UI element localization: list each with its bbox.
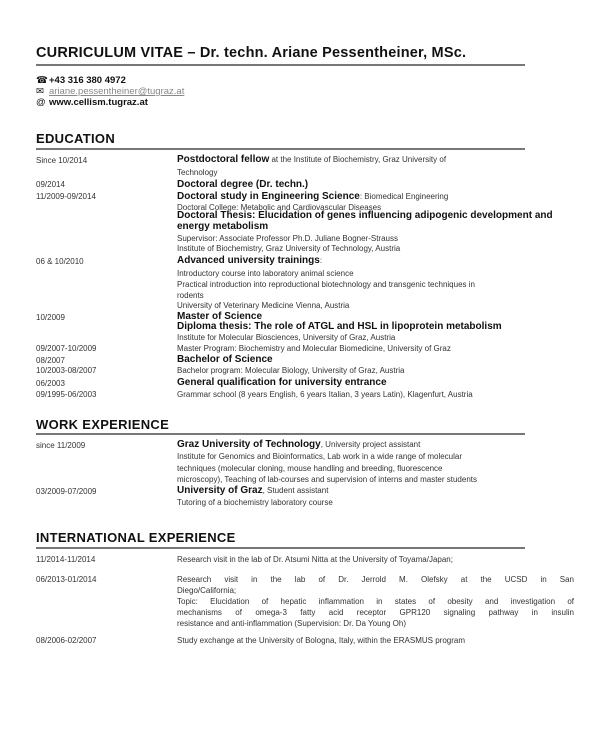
entry-line: Tutoring of a biochemistry laboratory course bbox=[177, 498, 333, 507]
entry-line: University of Veterinary Medicine Vienna, Austria bbox=[177, 301, 350, 310]
entry-title: General qualification for university entrance bbox=[177, 377, 387, 388]
entry-title: Doctoral study in Engineering Science bbox=[177, 191, 360, 202]
international-divider bbox=[36, 547, 525, 549]
work-divider bbox=[36, 433, 525, 435]
date: 11/2014-11/2014 bbox=[36, 555, 96, 564]
website-link[interactable]: www.cellism.tugraz.at bbox=[49, 97, 148, 108]
entry-title: Postdoctoral fellow bbox=[177, 154, 270, 165]
entry-line: rodents bbox=[177, 291, 204, 300]
entry-text: : Biomedical Engineering bbox=[359, 192, 449, 201]
international-heading: INTERNATIONAL EXPERIENCE bbox=[36, 530, 236, 545]
phone-line bbox=[36, 76, 126, 86]
work-heading: WORK EXPERIENCE bbox=[36, 417, 170, 432]
date: 09/2014 bbox=[36, 180, 65, 189]
entry-line: Doctoral College: Metabolic and Cardiovascular Diseases bbox=[177, 203, 382, 212]
email-line bbox=[36, 87, 184, 97]
cv-title: CURRICULUM VITAE – Dr. techn. Ariane Pessentheiner, MSc. bbox=[36, 45, 467, 61]
entry-title: Advanced university trainings bbox=[177, 255, 320, 266]
date: 09/2007-10/2009 bbox=[36, 344, 97, 353]
entry-line: Introductory course into laboratory animal science bbox=[177, 269, 354, 278]
entry-line bbox=[177, 155, 446, 165]
date: 11/2009-09/2014 bbox=[36, 192, 96, 201]
phone-number: +43 316 380 4972 bbox=[49, 75, 126, 86]
entry-line: Study exchange at the University of Bologna, Italy, within the ERASMUS program bbox=[177, 636, 465, 645]
date: 10/2009 bbox=[36, 313, 65, 322]
entry-line: Topic: Elucidation of hepatic inflammation in states of obesity and investigation of bbox=[177, 597, 574, 606]
date: 03/2009-07/2009 bbox=[36, 487, 97, 496]
entry-line: Practical introduction into reproductional biotechnology and transgenic techniques in bbox=[177, 280, 475, 289]
entry-text: , University project assistant bbox=[320, 440, 421, 449]
date: 06 & 10/2010 bbox=[36, 257, 84, 266]
entry-line: Diego/California; bbox=[177, 586, 237, 595]
entry-line: Institute for Genomics and Bioinformatics, Lab work in a wide range of molecular bbox=[177, 452, 463, 461]
date: 10/2003-08/2007 bbox=[36, 366, 97, 375]
entry-line bbox=[177, 440, 420, 450]
web-line bbox=[36, 98, 148, 108]
date: 08/2006-02/2007 bbox=[36, 636, 97, 645]
date: 09/1995-06/2003 bbox=[36, 390, 97, 399]
entry-line: techniques (molecular cloning, mouse handling and breeding, fluorescence bbox=[177, 464, 443, 473]
entry-line: Bachelor program: Molecular Biology, University of Graz, Austria bbox=[177, 366, 405, 375]
entry-line: Institute for Molecular Biosciences, University of Graz, Austria bbox=[177, 333, 396, 342]
entry-title: Graz University of Technology bbox=[177, 439, 321, 450]
entry-line bbox=[177, 486, 328, 496]
title-divider bbox=[36, 64, 525, 66]
date: 06/2003 bbox=[36, 379, 65, 388]
entry-line: Grammar school (8 years English, 6 years Italian, 3 years Latin), Klagenfurt, Austria bbox=[177, 390, 473, 399]
entry-line: Research visit in the lab of Dr. Atsumi Nitta at the University of Toyama/Japan; bbox=[177, 555, 453, 564]
entry-title: University of Graz bbox=[177, 485, 263, 496]
date: since 11/2009 bbox=[36, 441, 86, 450]
entry-line bbox=[177, 192, 448, 202]
entry-line: Technology bbox=[177, 168, 218, 177]
entry-text: , Student assistant bbox=[262, 486, 329, 495]
entry-title: Doctoral Thesis: Elucidation of genes influencing adipogenic development and bbox=[177, 210, 553, 221]
envelope-icon: ✉ bbox=[36, 86, 44, 97]
date: 06/2013-01/2014 bbox=[36, 575, 97, 584]
entry-line: Institute of Biochemistry, Graz University of Technology, Austria bbox=[177, 244, 401, 253]
email-link[interactable]: ariane.pessentheiner@tugraz.at bbox=[49, 86, 185, 97]
entry-line: resistance and anti-inflammation (Supervision: Dr. Da Young Oh) bbox=[177, 619, 407, 628]
education-heading: EDUCATION bbox=[36, 131, 116, 146]
entry-title: Doctoral degree (Dr. techn.) bbox=[177, 179, 309, 190]
entry-text: at the Institute of Biochemistry, Graz University of bbox=[269, 155, 447, 164]
entry-line: mechanisms of omega-3 fatty acid receptor GPR120 signaling pathway in insulin bbox=[177, 608, 574, 617]
phone-icon: ☎ bbox=[36, 75, 48, 86]
entry-line: Supervisor: Associate Professor Ph.D. Juliane Bogner-Strauss bbox=[177, 234, 398, 243]
entry-title: Diploma thesis: The role of ATGL and HSL in lipoprotein metabolism bbox=[177, 321, 502, 332]
at-icon: @ bbox=[36, 97, 46, 108]
date: 08/2007 bbox=[36, 356, 65, 365]
entry-line bbox=[177, 256, 322, 266]
entry-line: Master Program: Biochemistry and Molecular Biomedicine, University of Graz bbox=[177, 344, 451, 353]
education-divider bbox=[36, 148, 525, 150]
entry-title: Bachelor of Science bbox=[177, 354, 273, 365]
entry-text: : bbox=[319, 256, 323, 265]
entry-title: energy metabolism bbox=[177, 221, 269, 232]
entry-line: Research visit in the lab of Dr. Jerrold M. Olefsky at the UCSD in San bbox=[177, 575, 574, 584]
date: Since 10/2014 bbox=[36, 156, 88, 165]
entry-line: microscopy), Teaching of lab-courses and supervision of interns and master students bbox=[177, 475, 478, 484]
entry-title: Master of Science bbox=[177, 311, 263, 322]
